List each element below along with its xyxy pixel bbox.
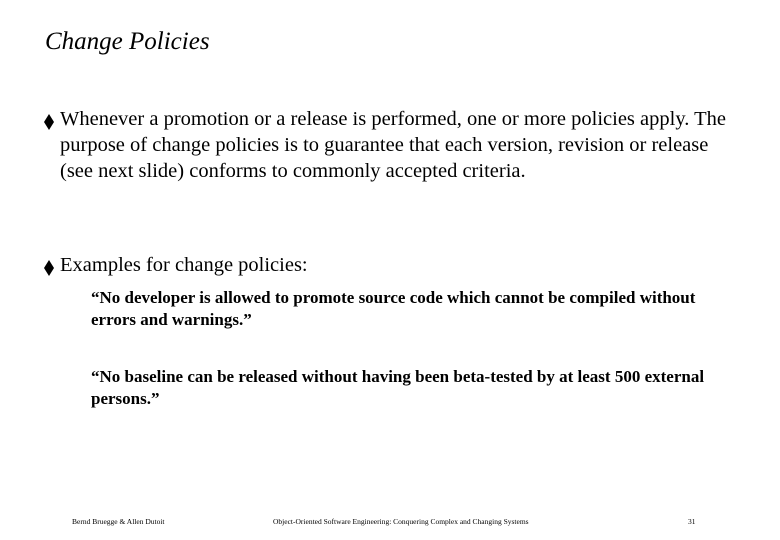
- diamond-bullet-icon: [42, 112, 56, 132]
- footer-page-number: 31: [688, 517, 696, 526]
- example-quote-compile: “No developer is allowed to promote source code which cannot be compiled without errors and warnings.”: [91, 288, 696, 329]
- footer-course-title: Object-Oriented Software Engineering: Conquering Complex and Changing Systems: [273, 517, 529, 526]
- diamond-bullet-icon: [42, 258, 56, 278]
- slide-title: Change Policies: [45, 28, 210, 55]
- footer-authors: Bernd Bruegge & Allen Dutoit: [72, 517, 165, 526]
- bullet-examples-heading: Examples for change policies:: [60, 254, 308, 276]
- example-quote-beta-test: “No baseline can be released without having been beta-tested by at least 500 external persons.”: [91, 367, 705, 408]
- bullet-change-policies-definition: Whenever a promotion or a release is performed, one or more policies apply. The purpose of change policies is to guarantee that each version, revision or release (see next slide) conforms to commonly accepted criteria.: [60, 108, 726, 182]
